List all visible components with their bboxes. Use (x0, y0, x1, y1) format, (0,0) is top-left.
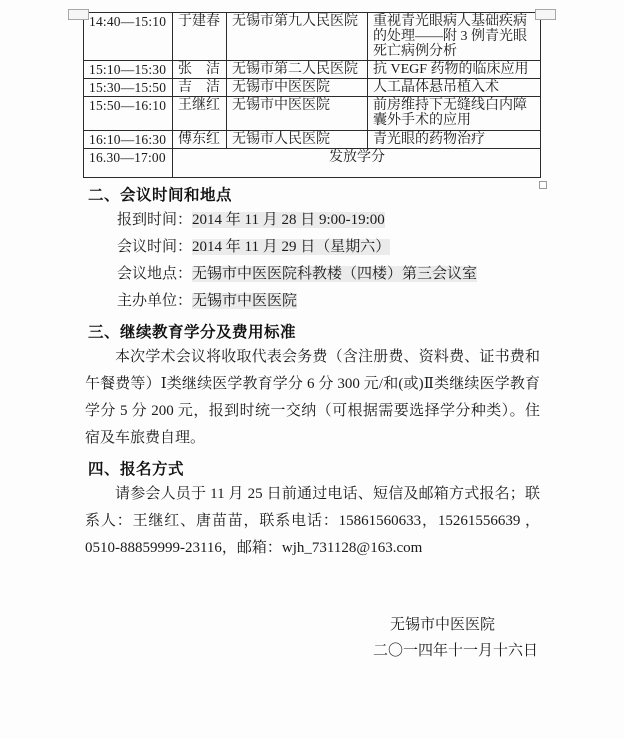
speaker-cell: 王继红 (173, 97, 227, 131)
schedule-table (83, 12, 541, 178)
credit-distribution-cell: 发放学分 (173, 149, 541, 178)
signature-date: 二〇一四年十一月十六日 (372, 643, 538, 659)
section-heading-meeting: 二、会议时间和地点 (88, 187, 233, 204)
speaker-cell: 张 洁 (173, 61, 227, 79)
table-resize-handle-icon[interactable] (539, 181, 547, 189)
topic-cell: 人工晶体悬吊植入术 (368, 79, 541, 97)
topic-cell: 前房维持下无缝线白内障囊外手术的应用 (368, 97, 541, 131)
info-value: 2014 年 11 月 28 日 9:00-19:00 (192, 212, 385, 228)
time-cell: 15:50—16:10 (84, 97, 173, 131)
speaker-cell: 吉 洁 (173, 79, 227, 97)
schedule-row (84, 131, 541, 149)
hospital-cell: 无锡市中医医院 (227, 97, 368, 131)
topic-cell: 抗 VEGF 药物的临床应用 (368, 61, 541, 79)
hospital-cell: 无锡市第九人民医院 (227, 13, 368, 61)
speaker-cell: 于建春 (173, 13, 227, 61)
info-label: 会议地点： (117, 266, 193, 282)
signature-organization: 无锡市中医医院 (389, 617, 495, 633)
info-line-meeting-time (85, 234, 540, 261)
signature-block (85, 612, 540, 665)
table-move-handle-icon[interactable] (68, 9, 89, 20)
info-label: 主办单位： (117, 293, 193, 309)
speaker-cell: 傅东红 (173, 131, 227, 149)
time-cell: 15:30—15:50 (84, 79, 173, 97)
topic-cell: 重视青光眼病人基础疾病的处理——附 3 例青光眼死亡病例分析 (368, 13, 541, 61)
schedule-row (84, 13, 541, 61)
info-line-organizer (85, 288, 540, 315)
time-cell: 16.30—17:00 (84, 149, 173, 178)
hospital-cell: 无锡市第二人民医院 (227, 61, 368, 79)
info-value: 2014 年 11 月 29 日（星期六） (192, 239, 391, 255)
info-label: 报到时间： (117, 212, 193, 228)
time-cell: 16:10—16:30 (84, 131, 173, 149)
credits-paragraph: 本次学术会议将收取代表会务费（含注册费、资料费、证书费和午餐费等）Ⅰ类继续医学教育学分 6 分 300 元/和(或)Ⅱ类继续医学教育学分 5 分 200 元，报到时统一交纳（可根据需要选择学分种类）。住宿及车旅费自理。 (85, 349, 540, 446)
document-body (85, 186, 540, 665)
section-heading-credits: 三、继续教育学分及费用标准 (88, 324, 297, 341)
time-cell: 15:10—15:30 (84, 61, 173, 79)
topic-cell: 青光眼的药物治疗 (368, 131, 541, 149)
schedule-row (84, 61, 541, 79)
table-corner-mark-icon (535, 9, 556, 20)
info-value: 无锡市中医医院科教楼（四楼）第三会议室 (192, 266, 478, 282)
hospital-cell: 无锡市中医医院 (227, 79, 368, 97)
info-label: 会议时间： (117, 239, 193, 255)
schedule-row (84, 97, 541, 131)
document-page (0, 12, 624, 739)
registration-paragraph: 请参会人员于 11 月 25 日前通过电话、短信及邮箱方式报名；联系人：王继红、唐苗苗，联系电话：15861560633，15261556639 ，0510-88859999-23116，邮箱：wjh_731128@163.com (85, 486, 540, 556)
info-value: 无锡市中医医院 (192, 293, 298, 309)
section-heading-registration: 四、报名方式 (88, 461, 185, 478)
hospital-cell: 无锡市人民医院 (227, 131, 368, 149)
time-cell: 14:40—15:10 (84, 13, 173, 61)
schedule-row (84, 79, 541, 97)
info-line-venue (85, 261, 540, 288)
credit-distribution-row (84, 149, 541, 178)
info-line-checkin (85, 207, 540, 234)
